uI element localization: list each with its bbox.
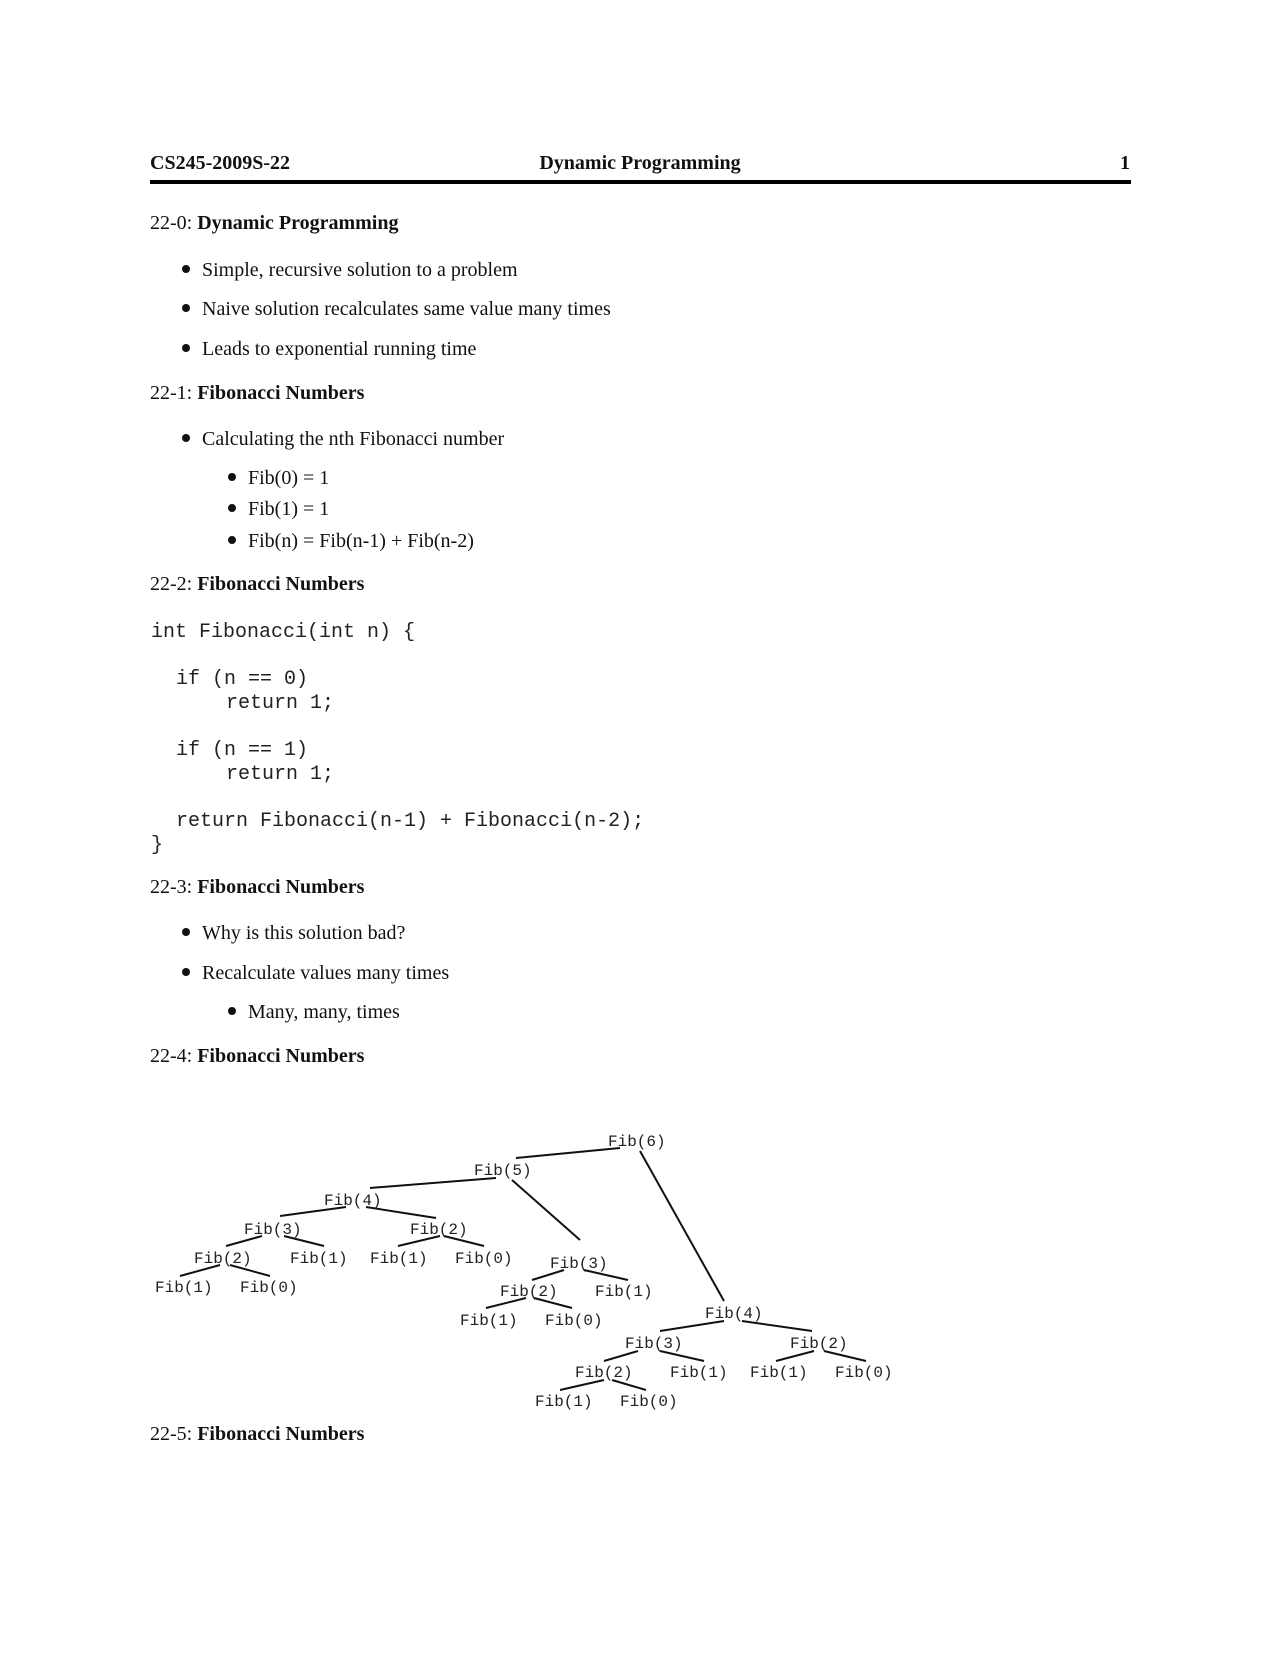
tree-node-fib1: Fib(1) bbox=[460, 1312, 518, 1330]
section-number: 22-2: bbox=[150, 573, 193, 595]
tree-edge bbox=[516, 1148, 620, 1158]
section-number: 22-0: bbox=[150, 212, 193, 234]
section-title: Dynamic Programming bbox=[197, 212, 399, 234]
course-code: CS245-2009S-22 bbox=[150, 152, 291, 174]
section-number: 22-4: bbox=[150, 1045, 193, 1067]
tree-node-fib0: Fib(0) bbox=[240, 1279, 298, 1297]
bullet-text: Fib(n) = Fib(n-1) + Fib(n-2) bbox=[248, 530, 474, 552]
code-line: if (n == 0) bbox=[176, 668, 309, 691]
tree-node-fib1: Fib(1) bbox=[595, 1283, 653, 1301]
tree-node-fib1: Fib(1) bbox=[750, 1364, 808, 1382]
tree-node-fib2: Fib(2) bbox=[500, 1283, 558, 1301]
code-line: } bbox=[151, 834, 164, 857]
bullet-text: Naive solution recalculates same value many times bbox=[202, 298, 611, 320]
tree-node-fib3: Fib(3) bbox=[550, 1255, 608, 1273]
section-number: 22-1: bbox=[150, 382, 193, 404]
bullet-text: Many, many, times bbox=[248, 1001, 400, 1023]
tree-node-fib4: Fib(4) bbox=[705, 1305, 763, 1323]
tree-node-fib4: Fib(4) bbox=[324, 1192, 382, 1210]
tree-node-fib1: Fib(1) bbox=[670, 1364, 728, 1382]
tree-node-fib3: Fib(3) bbox=[244, 1221, 302, 1239]
section-number: 22-3: bbox=[150, 876, 193, 898]
code-line: if (n == 1) bbox=[176, 739, 309, 762]
tree-node-fib0: Fib(0) bbox=[620, 1393, 678, 1411]
tree-node-fib1: Fib(1) bbox=[535, 1393, 593, 1411]
tree-node-fib0: Fib(0) bbox=[545, 1312, 603, 1330]
tree-node-fib1: Fib(1) bbox=[290, 1250, 348, 1268]
section-heading bbox=[150, 1423, 364, 1446]
section-title: Fibonacci Numbers bbox=[197, 876, 365, 898]
bullet-text: Fib(1) = 1 bbox=[248, 498, 330, 520]
bullet-text: Calculating the nth Fibonacci number bbox=[202, 428, 505, 450]
section-number: 22-5: bbox=[150, 1423, 193, 1445]
section-title: Fibonacci Numbers bbox=[197, 382, 365, 404]
tree-node-fib2: Fib(2) bbox=[410, 1221, 468, 1239]
section-title: Fibonacci Numbers bbox=[197, 573, 365, 595]
tree-node-fib0: Fib(0) bbox=[455, 1250, 513, 1268]
bullet-text: Fib(0) = 1 bbox=[248, 467, 330, 489]
tree-node-fib0: Fib(0) bbox=[835, 1364, 893, 1382]
code-line: int Fibonacci(int n) { bbox=[151, 621, 416, 644]
bullet-text: Leads to exponential running time bbox=[202, 338, 477, 360]
document-title: Dynamic Programming bbox=[539, 152, 741, 174]
tree-edge bbox=[512, 1180, 580, 1240]
section-title: Fibonacci Numbers bbox=[197, 1423, 365, 1445]
tree-node-fib1: Fib(1) bbox=[370, 1250, 428, 1268]
tree-node-fib2: Fib(2) bbox=[575, 1364, 633, 1382]
bullet-text: Why is this solution bad? bbox=[202, 922, 406, 944]
tree-node-fib2: Fib(2) bbox=[790, 1335, 848, 1353]
tree-edge bbox=[640, 1151, 724, 1301]
tree-node-fib6: Fib(6) bbox=[608, 1133, 666, 1151]
bullet-text: Recalculate values many times bbox=[202, 962, 450, 984]
tree-node-fib2: Fib(2) bbox=[194, 1250, 252, 1268]
code-line: return 1; bbox=[226, 692, 335, 715]
page-number: 1 bbox=[1120, 152, 1130, 174]
bullet-text: Simple, recursive solution to a problem bbox=[202, 259, 518, 281]
code-line: return Fibonacci(n-1) + Fibonacci(n-2); bbox=[176, 810, 645, 833]
tree-node-fib5: Fib(5) bbox=[474, 1162, 532, 1180]
code-line: return 1; bbox=[226, 763, 335, 786]
tree-node-fib1: Fib(1) bbox=[155, 1279, 213, 1297]
section-title: Fibonacci Numbers bbox=[197, 1045, 365, 1067]
tree-node-fib3: Fib(3) bbox=[625, 1335, 683, 1353]
